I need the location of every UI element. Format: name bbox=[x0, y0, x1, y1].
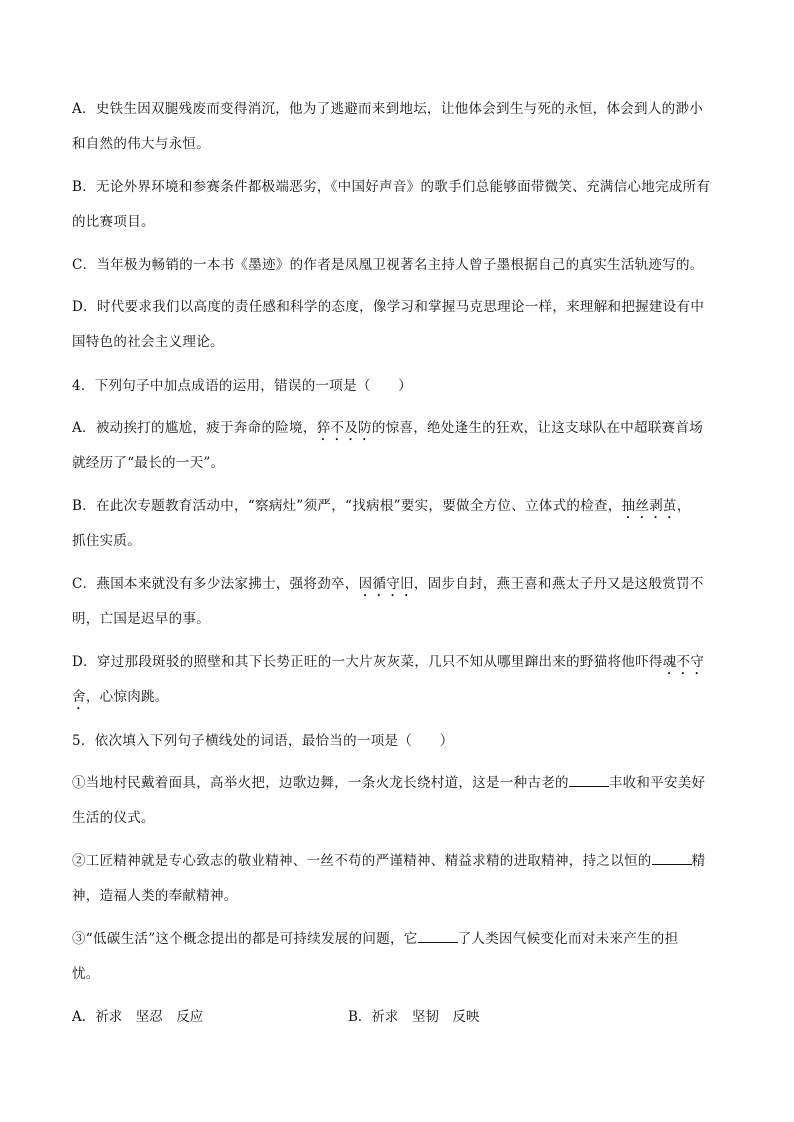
q4-option-b bbox=[72, 489, 722, 559]
q5-sentence-2 bbox=[72, 844, 722, 914]
q3-option-b bbox=[72, 170, 722, 240]
q5-stem bbox=[72, 724, 722, 759]
q5-s1-blank bbox=[569, 772, 609, 787]
q5-s1-pre: ①当地村民戴着面具，高举火把，边歌边舞，一条火龙长绕村道，这是一种古老的 bbox=[72, 775, 569, 791]
q4-option-c bbox=[72, 567, 722, 637]
q5-s2-pre: ②工匠精神就是专心致志的敬业精神、一丝不苟的严谨精神、精益求精的进取精神，持之以恒的 bbox=[72, 853, 652, 869]
q5-s2-post: 精 bbox=[691, 853, 706, 869]
q3-option-a-line1: A．史铁生因双腿残废而变得消沉，他为了逃避而来到地坛，让他体会到生与死的永恒，体会到人的渺小 bbox=[72, 101, 704, 117]
q5-option-b: B．祈求 坚韧 反映 bbox=[348, 1009, 480, 1025]
q5-stem-text: 5．依次填入下列句子横线处的词语，最恰当的一项是（ ） bbox=[72, 733, 454, 749]
q5-s3-post: 了人类因气候变化而对未来产生的担 bbox=[457, 931, 679, 947]
q4-option-d-line2: ，心惊肉跳。 bbox=[85, 689, 169, 705]
q4-option-d-idiom-part1: 魂不守 bbox=[662, 654, 705, 670]
q5-s3-blank bbox=[418, 928, 458, 943]
q4-option-d-pre: D．穿过那段斑驳的照壁和其下长势正旺的一大片灰灰菜，几只不知从哪里蹿出来的野猫将他吓得 bbox=[72, 654, 663, 670]
q3-option-b-line2: 的比赛项目。 bbox=[72, 214, 155, 230]
q5-s2-blank bbox=[652, 850, 692, 865]
q4-stem bbox=[72, 369, 722, 404]
q5-sentence-1 bbox=[72, 766, 722, 836]
q3-option-a bbox=[72, 92, 722, 162]
q4-option-c-post: ，固步自封，燕王喜和燕太子丹又是这般赏罚不 bbox=[413, 576, 704, 592]
q5-s3-line2: 忧。 bbox=[72, 966, 100, 982]
q4-option-c-line2: 明，亡国是迟早的事。 bbox=[72, 611, 210, 627]
q5-s1-line2: 生活的仪式。 bbox=[72, 810, 155, 826]
q5-s1-post: 丰收和平安美好 bbox=[608, 775, 706, 791]
q4-option-c-pre: C．燕国本来就没有多少法家拂士，强将劲卒， bbox=[72, 576, 359, 592]
q5-s2-line2: 神，造福人类的奉献精神。 bbox=[72, 888, 238, 904]
q3-option-b-line1: B．无论外界环境和参赛条件都极端恶劣，《中国好声音》的歌手们总能够面带微笑、充满信心地完成所有 bbox=[72, 179, 711, 195]
q3-option-a-line2: 和自然的伟大与永恒。 bbox=[72, 136, 210, 152]
q5-sentence-3 bbox=[72, 922, 722, 992]
q4-option-c-idiom: 因循守旧 bbox=[358, 576, 414, 592]
q4-option-a-idiom: 猝不及防 bbox=[316, 420, 372, 436]
q4-option-a-pre: A．被动挨打的尴尬，疲于奔命的险境， bbox=[72, 420, 317, 436]
q5-s3-pre: ③“低碳生活”这个概念提出的都是可持续发展的问题，它 bbox=[72, 931, 418, 947]
q3-option-d-line1: D．时代要求我们以高度的责任感和科学的态度，像学习和掌握马克思理论一样，来理解和把握建设有中 bbox=[72, 299, 705, 315]
q3-option-d-line2: 国特色的社会主义理论。 bbox=[72, 334, 224, 350]
q4-option-b-idiom: 抽丝剥茧 bbox=[621, 498, 677, 514]
q4-option-d-idiom-part2: 舍 bbox=[72, 689, 86, 705]
q3-option-d bbox=[72, 290, 722, 360]
q4-option-d bbox=[72, 645, 722, 715]
q5-option-a: A．祈求 坚忍 反应 bbox=[72, 1009, 204, 1025]
q3-option-c bbox=[72, 248, 722, 283]
q4-stem-text: 4．下列句子中加点成语的运用，错误的一项是（ ） bbox=[72, 378, 413, 394]
q4-option-a-line2: 就经历了“最长的一天”。 bbox=[72, 455, 225, 471]
q4-option-b-line2: 抓住实质。 bbox=[72, 533, 141, 549]
q4-option-a bbox=[72, 411, 722, 481]
q4-option-a-post: 的惊喜，绝处逢生的狂欢，让这支球队在中超联赛首场 bbox=[371, 420, 704, 436]
q4-option-b-pre: B．在此次专题教育活动中，“察病灶”须严，“找病根”要实，要做全方位、立体式的检查， bbox=[72, 498, 622, 514]
q4-option-b-post: ， bbox=[676, 498, 691, 514]
q3-option-c-line1: C．当年极为畅销的一本书《墨迹》的作者是凤凰卫视著名主持人曾子墨根据自己的真实生活轨迹写的。 bbox=[72, 257, 704, 273]
